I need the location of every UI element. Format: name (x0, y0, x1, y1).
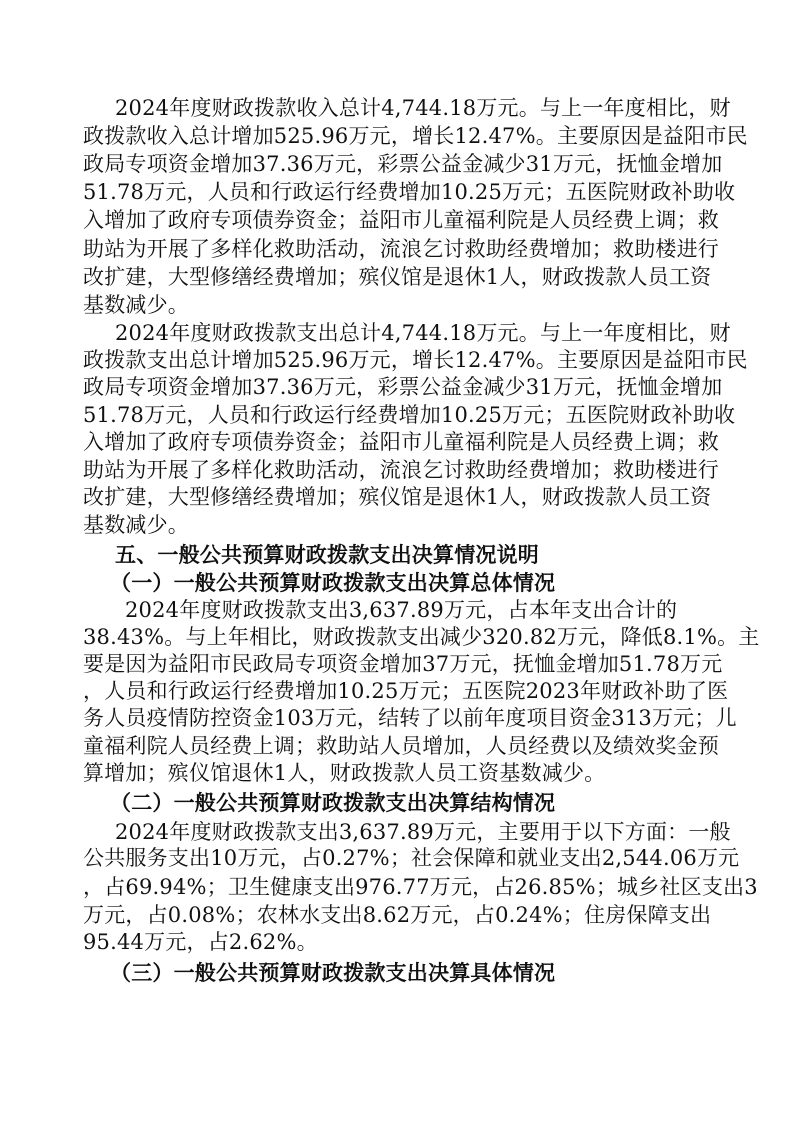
text-line: 入增加了政府专项债券资金；益阳市儿童福利院是人员经费上调；救 (83, 208, 719, 232)
text-line: 2024年度财政拨款支出3,637.89万元，占本年支出合计的 (125, 598, 678, 622)
text-line: 51.78万元，人员和行政运行经费增加10.25万元；五医院财政补助收 (83, 403, 736, 427)
text-line: 助站为开展了多样化救助活动，流浪乞讨救助经费增加；救助楼进行 (83, 237, 719, 261)
text-line: 童福利院人员经费上调；救助站人员增加，人员经费以及绩效奖金预 (83, 734, 719, 758)
subsection-heading-3: （三）一般公共预算财政拨款支出决算具体情况 (110, 960, 556, 985)
text-line: 改扩建，大型修缮经费增加；殡仪馆是退休1人，财政拨款人员工资 (83, 485, 712, 509)
text-line: 政局专项资金增加37.36万元，彩票公益金减少31万元，抚恤金增加 (83, 375, 723, 399)
text-line: 95.44万元，占2.62%。 (83, 930, 318, 954)
text-line: 基数减少。 (83, 513, 189, 537)
text-line: ，占69.94%；卫生健康支出976.77万元，占26.85%；城乡社区支出3 (83, 875, 758, 899)
text-line: 基数减少。 (83, 293, 189, 317)
text-line: 助站为开展了多样化救助活动，流浪乞讨救助经费增加；救助楼进行 (83, 458, 719, 482)
text-line: 2024年度财政拨款支出总计4,744.18万元。与上一年度相比，财 (115, 321, 731, 345)
text-line: ，人员和行政运行经费增加10.25万元；五医院2023年财政补助了医 (83, 679, 729, 703)
text-line: 51.78万元，人员和行政运行经费增加10.25万元；五医院财政补助收 (83, 180, 736, 204)
text-line: 38.43%。与上年相比，财政拨款支出减少320.82万元，降低8.1%。主 (83, 625, 760, 649)
text-line: 要是因为益阳市民政局专项资金增加37万元，抚恤金增加51.78万元 (83, 652, 723, 676)
text-line: 2024年度财政拨款收入总计4,744.18万元。与上一年度相比，财 (115, 96, 731, 120)
subsection-heading-1: （一）一般公共预算财政拨款支出决算总体情况 (110, 570, 556, 595)
text-line: 政拨款支出总计增加525.96万元，增长12.47%。主要原因是益阳市民 (83, 348, 748, 372)
text-line: 政局专项资金增加37.36万元，彩票公益金减少31万元，抚恤金增加 (83, 152, 723, 176)
text-line: 政拨款收入总计增加525.96万元，增长12.47%。主要原因是益阳市民 (83, 124, 748, 148)
text-line: 改扩建，大型修缮经费增加；殡仪馆是退休1人，财政拨款人员工资 (83, 265, 712, 289)
text-line: 务人员疫情防控资金103万元，结转了以前年度项目资金313万元；儿 (83, 706, 737, 730)
text-line: 入增加了政府专项债券资金；益阳市儿童福利院是人员经费上调；救 (83, 430, 719, 454)
text-line: 公共服务支出10万元，占0.27%；社会保障和就业支出2,544.06万元 (83, 846, 740, 870)
subsection-heading-2: （二）一般公共预算财政拨款支出决算结构情况 (110, 790, 556, 815)
text-line: 算增加；殡仪馆退休1人，财政拨款人员工资基数减少。 (83, 761, 606, 785)
text-line: 万元，占0.08%；农林水支出8.62万元，占0.24%；住房保障支出 (83, 903, 712, 927)
section-heading-5: 五、一般公共预算财政拨款支出决算情况说明 (115, 542, 539, 567)
text-line: 2024年度财政拨款支出3,637.89万元，主要用于以下方面：一般 (115, 820, 731, 844)
